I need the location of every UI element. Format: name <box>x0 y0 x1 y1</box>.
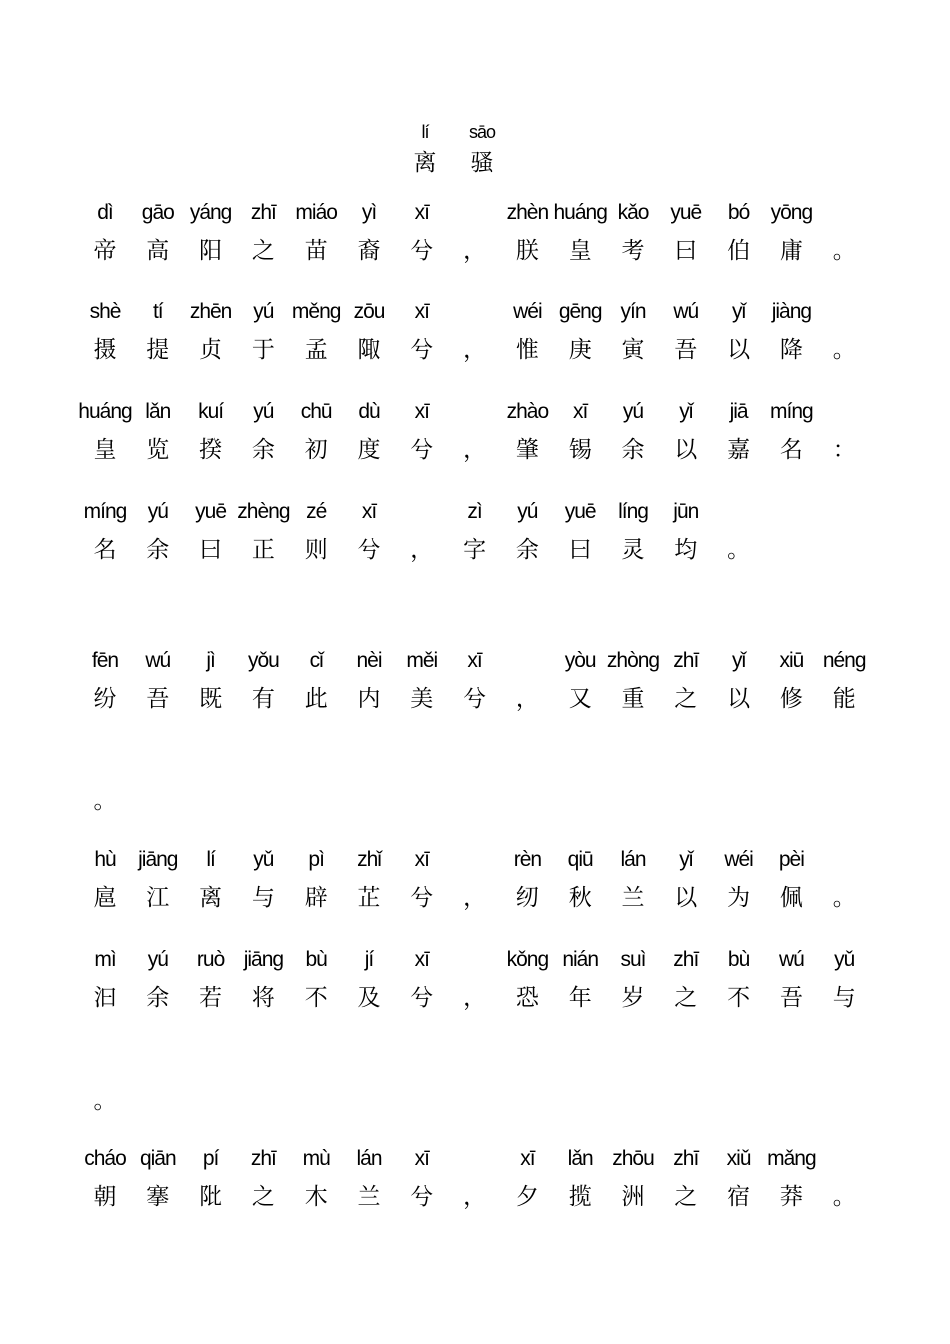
pinyin-syllable: wú <box>778 948 804 971</box>
pinyin-syllable: yòu <box>564 649 596 672</box>
hanzi-character: 纷 <box>93 686 117 712</box>
hanzi-character: 考 <box>621 238 645 264</box>
hanzi-character: 兮 <box>410 985 434 1011</box>
hanzi-character: 恐 <box>515 985 539 1011</box>
pinyin-syllable: xī <box>414 300 429 323</box>
hanzi-character: 均 <box>674 537 698 563</box>
hanzi-character: 于 <box>251 337 275 363</box>
hanzi-character: 若 <box>199 985 223 1011</box>
hanzi-character: 高 <box>146 238 170 264</box>
hanzi-character: 兰 <box>621 885 645 911</box>
pinyin-syllable: yǐ <box>679 400 693 423</box>
title-pinyin: sāo <box>468 122 496 142</box>
hanzi-character: 揆 <box>199 437 223 463</box>
pinyin-syllable: xī <box>361 500 377 523</box>
hanzi-character: 揽 <box>568 1184 592 1210</box>
punctuation-mark: 。 <box>93 1088 117 1114</box>
hanzi-character: 庚 <box>568 337 592 363</box>
pinyin-syllable: zhī <box>673 1147 699 1170</box>
punctuation-mark: ， <box>463 885 487 911</box>
pinyin-syllable: miáo <box>295 201 337 224</box>
punctuation-mark: 。 <box>832 337 856 363</box>
hanzi-character: 灵 <box>621 537 645 563</box>
pinyin-syllable: nián <box>562 948 599 971</box>
pinyin-syllable: jūn <box>673 500 699 523</box>
pinyin-syllable: lǎn <box>567 1147 593 1170</box>
pinyin-syllable: lán <box>356 1147 382 1170</box>
pinyin-syllable: jiàng <box>771 300 812 323</box>
hanzi-character: 为 <box>727 885 751 911</box>
pinyin-syllable: yuē <box>670 201 702 224</box>
pinyin-syllable: zōu <box>353 300 385 323</box>
pinyin-syllable: jiā <box>729 400 748 423</box>
pinyin-syllable: zhī <box>673 948 699 971</box>
hanzi-character: 余 <box>251 437 275 463</box>
pinyin-syllable: dì <box>97 201 113 224</box>
pinyin-syllable: yǐ <box>679 848 693 871</box>
hanzi-character: 庸 <box>779 238 803 264</box>
hanzi-character: 裔 <box>357 238 381 264</box>
pinyin-syllable: zhōu <box>612 1147 654 1170</box>
pinyin-syllable: wéi <box>724 848 753 871</box>
pinyin-syllable: bù <box>305 948 327 971</box>
hanzi-character: 离 <box>199 885 223 911</box>
hanzi-character: 曰 <box>199 537 223 563</box>
hanzi-character: 吾 <box>674 337 698 363</box>
pinyin-syllable: bù <box>727 948 750 971</box>
hanzi-character: 莽 <box>779 1184 803 1210</box>
pinyin-syllable: yuē <box>195 500 227 523</box>
hanzi-character: 字 <box>463 537 487 563</box>
hanzi-character: 余 <box>621 437 645 463</box>
hanzi-character: 降 <box>779 337 803 363</box>
hanzi-character: 兮 <box>410 238 434 264</box>
hanzi-character: 搴 <box>146 1184 170 1210</box>
pinyin-syllable: tí <box>152 300 163 323</box>
hanzi-character: 内 <box>357 686 381 712</box>
pinyin-syllable: yǐ <box>732 300 746 323</box>
pinyin-syllable: pèi <box>778 848 804 871</box>
pinyin-syllable: měi <box>406 649 438 672</box>
pinyin-syllable: nèi <box>356 649 382 672</box>
hanzi-character: 提 <box>146 337 170 363</box>
pinyin-syllable: jiāng <box>243 948 284 971</box>
hanzi-character: 名 <box>93 537 117 563</box>
pinyin-syllable: chū <box>300 400 332 423</box>
pinyin-syllable: míng <box>83 500 127 523</box>
hanzi-character: 之 <box>251 238 275 264</box>
pinyin-syllable: mù <box>302 1147 330 1170</box>
punctuation-mark: ， <box>463 1184 487 1210</box>
pinyin-syllable: zhī <box>250 201 276 224</box>
pinyin-syllable: zhèng <box>237 500 290 523</box>
pinyin-syllable: yú <box>253 400 274 423</box>
hanzi-character: 岁 <box>621 985 645 1011</box>
hanzi-character: 余 <box>146 985 170 1011</box>
hanzi-character: 佩 <box>779 885 803 911</box>
hanzi-character: 修 <box>779 686 803 712</box>
hanzi-character: 朕 <box>515 238 539 264</box>
punctuation-mark: ， <box>463 337 487 363</box>
title-pinyin: lí <box>421 122 429 142</box>
hanzi-character: 纫 <box>515 885 539 911</box>
pinyin-syllable: yín <box>620 300 646 323</box>
pinyin-syllable: zé <box>306 500 327 523</box>
pinyin-syllable: xī <box>414 201 429 224</box>
hanzi-character: 有 <box>251 686 275 712</box>
hanzi-character: 与 <box>832 985 856 1011</box>
punctuation-mark: 。 <box>832 1184 856 1210</box>
hanzi-character: 木 <box>304 1184 328 1210</box>
hanzi-character: 兮 <box>410 437 434 463</box>
hanzi-character: 之 <box>674 985 698 1011</box>
hanzi-character: 年 <box>568 985 592 1011</box>
pinyin-syllable: bó <box>727 201 750 224</box>
pinyin-syllable: jì <box>206 649 215 672</box>
title-hanzi: 离 <box>413 150 437 176</box>
pinyin-syllable: dù <box>358 400 380 423</box>
hanzi-character: 孟 <box>304 337 328 363</box>
hanzi-character: 皇 <box>568 238 592 264</box>
hanzi-character: 余 <box>515 537 539 563</box>
hanzi-character: 摄 <box>93 337 117 363</box>
pinyin-syllable: gēng <box>558 300 602 323</box>
hanzi-character: 兮 <box>463 686 487 712</box>
hanzi-character: 兮 <box>410 885 434 911</box>
hanzi-character: 以 <box>727 337 751 363</box>
hanzi-character: 芷 <box>357 885 381 911</box>
punctuation-mark: ， <box>463 985 487 1011</box>
pinyin-syllable: zhào <box>506 400 549 423</box>
hanzi-character: 度 <box>357 437 381 463</box>
pinyin-syllable: mǎng <box>767 1147 816 1170</box>
pinyin-syllable: xī <box>414 1147 429 1170</box>
hanzi-character: 不 <box>304 985 328 1011</box>
hanzi-character: 汩 <box>93 985 117 1011</box>
hanzi-character: 曰 <box>674 238 698 264</box>
pinyin-syllable: xī <box>520 1147 535 1170</box>
pinyin-syllable: gāo <box>141 201 174 224</box>
pinyin-syllable: jiāng <box>138 848 178 871</box>
hanzi-character: 陬 <box>357 337 381 363</box>
pinyin-syllable: xiǔ <box>726 1147 751 1170</box>
pinyin-syllable: měng <box>291 300 341 323</box>
hanzi-character: 吾 <box>146 686 170 712</box>
hanzi-character: 兮 <box>410 337 434 363</box>
hanzi-character: 伯 <box>727 238 751 264</box>
pinyin-syllable: cháo <box>84 1147 126 1170</box>
pinyin-syllable: yǒu <box>247 649 279 672</box>
pinyin-syllable: xī <box>414 948 429 971</box>
pinyin-syllable: zhǐ <box>357 848 381 871</box>
hanzi-character: 览 <box>146 437 170 463</box>
hanzi-character: 兮 <box>357 537 381 563</box>
pinyin-syllable: líng <box>618 500 648 523</box>
hanzi-character: 能 <box>832 686 856 712</box>
pinyin-syllable: shè <box>89 300 121 323</box>
hanzi-character: 辟 <box>304 885 328 911</box>
pinyin-syllable: qiū <box>567 848 593 871</box>
punctuation-mark: 。 <box>832 885 856 911</box>
pinyin-syllable: zì <box>467 500 482 523</box>
punctuation-mark: ， <box>463 437 487 463</box>
hanzi-character: 正 <box>251 537 275 563</box>
hanzi-character: 扈 <box>93 885 117 911</box>
hanzi-character: 秋 <box>568 885 592 911</box>
punctuation-mark: ， <box>463 238 487 264</box>
pinyin-syllable: míng <box>770 400 813 423</box>
pinyin-syllable: yú <box>147 500 168 523</box>
punctuation-mark: ， <box>515 686 539 712</box>
hanzi-character: 肇 <box>515 437 539 463</box>
pinyin-syllable: huáng <box>553 201 607 224</box>
hanzi-character: 宿 <box>727 1184 751 1210</box>
hanzi-character: 嘉 <box>727 437 751 463</box>
pinyin-syllable: xī <box>573 400 588 423</box>
punctuation-mark: 。 <box>727 537 751 563</box>
punctuation-mark: ： <box>832 437 856 463</box>
pinyin-syllable: lǎn <box>145 400 171 423</box>
pinyin-syllable: mì <box>94 948 116 971</box>
punctuation-mark: 。 <box>832 238 856 264</box>
hanzi-character: 则 <box>304 537 328 563</box>
pinyin-syllable: hù <box>94 848 116 871</box>
pinyin-syllable: qiān <box>139 1147 176 1170</box>
pinyin-syllable: yú <box>253 300 274 323</box>
pinyin-syllable: xī <box>414 400 429 423</box>
pinyin-syllable: lí <box>206 848 215 871</box>
pinyin-syllable: lán <box>620 848 646 871</box>
hanzi-character: 之 <box>251 1184 275 1210</box>
hanzi-character: 贞 <box>199 337 223 363</box>
hanzi-character: 帝 <box>93 238 117 264</box>
hanzi-character: 余 <box>146 537 170 563</box>
pinyin-syllable: yáng <box>189 201 232 224</box>
hanzi-character: 曰 <box>568 537 592 563</box>
pinyin-syllable: jí <box>364 948 374 971</box>
punctuation-mark: 。 <box>93 788 117 814</box>
hanzi-character: 苗 <box>304 238 328 264</box>
pinyin-syllable: wú <box>145 649 171 672</box>
pinyin-syllable: zhēn <box>189 300 232 323</box>
pinyin-syllable: yǔ <box>253 848 274 871</box>
hanzi-character: 夕 <box>515 1184 539 1210</box>
pinyin-syllable: pì <box>308 848 324 871</box>
pinyin-syllable: wéi <box>513 300 542 323</box>
pinyin-syllable: xiū <box>779 649 804 672</box>
pinyin-syllable: yǔ <box>834 948 855 971</box>
hanzi-character: 既 <box>199 686 223 712</box>
pinyin-syllable: xī <box>467 649 482 672</box>
pinyin-syllable: zhī <box>673 649 699 672</box>
hanzi-character: 又 <box>568 686 592 712</box>
hanzi-character: 以 <box>674 885 698 911</box>
hanzi-character: 吾 <box>779 985 803 1011</box>
pinyin-syllable: zhī <box>250 1147 276 1170</box>
pinyin-syllable: yú <box>622 400 644 423</box>
pinyin-syllable: néng <box>822 649 866 672</box>
hanzi-character: 阰 <box>199 1184 223 1210</box>
pinyin-syllable: suì <box>620 948 646 971</box>
hanzi-character: 江 <box>146 885 170 911</box>
pinyin-syllable: kǎo <box>617 201 649 224</box>
hanzi-character: 初 <box>304 437 328 463</box>
hanzi-character: 阳 <box>199 238 223 264</box>
pinyin-syllable: yú <box>517 500 538 523</box>
hanzi-character: 此 <box>304 686 328 712</box>
pinyin-syllable: cǐ <box>309 649 323 672</box>
hanzi-character: 朝 <box>93 1184 117 1210</box>
pinyin-syllable: yōng <box>770 201 813 224</box>
pinyin-syllable: huáng <box>78 400 132 423</box>
hanzi-character: 惟 <box>515 337 539 363</box>
pinyin-syllable: xī <box>414 848 429 871</box>
hanzi-character: 以 <box>674 437 698 463</box>
pinyin-syllable: yì <box>361 201 377 224</box>
pinyin-syllable: yú <box>147 948 168 971</box>
pinyin-syllable: ruò <box>196 948 225 971</box>
punctuation-mark: ， <box>410 537 434 563</box>
pinyin-syllable: rèn <box>513 848 542 871</box>
pinyin-syllable: kuí <box>198 400 224 423</box>
hanzi-character: 皇 <box>93 437 117 463</box>
pinyin-syllable: wú <box>673 300 699 323</box>
hanzi-character: 洲 <box>621 1184 645 1210</box>
pinyin-syllable: fēn <box>91 649 119 672</box>
hanzi-character: 锡 <box>568 437 592 463</box>
hanzi-character: 之 <box>674 686 698 712</box>
pinyin-syllable: yǐ <box>732 649 746 672</box>
pinyin-syllable: zhòng <box>606 649 660 672</box>
hanzi-character: 寅 <box>621 337 645 363</box>
hanzi-character: 兰 <box>357 1184 381 1210</box>
pinyin-syllable: zhèn <box>506 201 549 224</box>
hanzi-character: 名 <box>779 437 803 463</box>
title-hanzi: 骚 <box>470 150 494 176</box>
hanzi-character: 兮 <box>410 1184 434 1210</box>
pinyin-syllable: yuē <box>564 500 596 523</box>
hanzi-character: 与 <box>251 885 275 911</box>
hanzi-character: 重 <box>621 686 645 712</box>
pinyin-syllable: kǒng <box>506 948 549 971</box>
hanzi-character: 之 <box>674 1184 698 1210</box>
hanzi-character: 不 <box>727 985 751 1011</box>
hanzi-character: 以 <box>727 686 751 712</box>
pinyin-syllable: pí <box>202 1147 219 1170</box>
hanzi-character: 及 <box>357 985 381 1011</box>
hanzi-character: 将 <box>251 985 275 1011</box>
hanzi-character: 美 <box>410 686 434 712</box>
